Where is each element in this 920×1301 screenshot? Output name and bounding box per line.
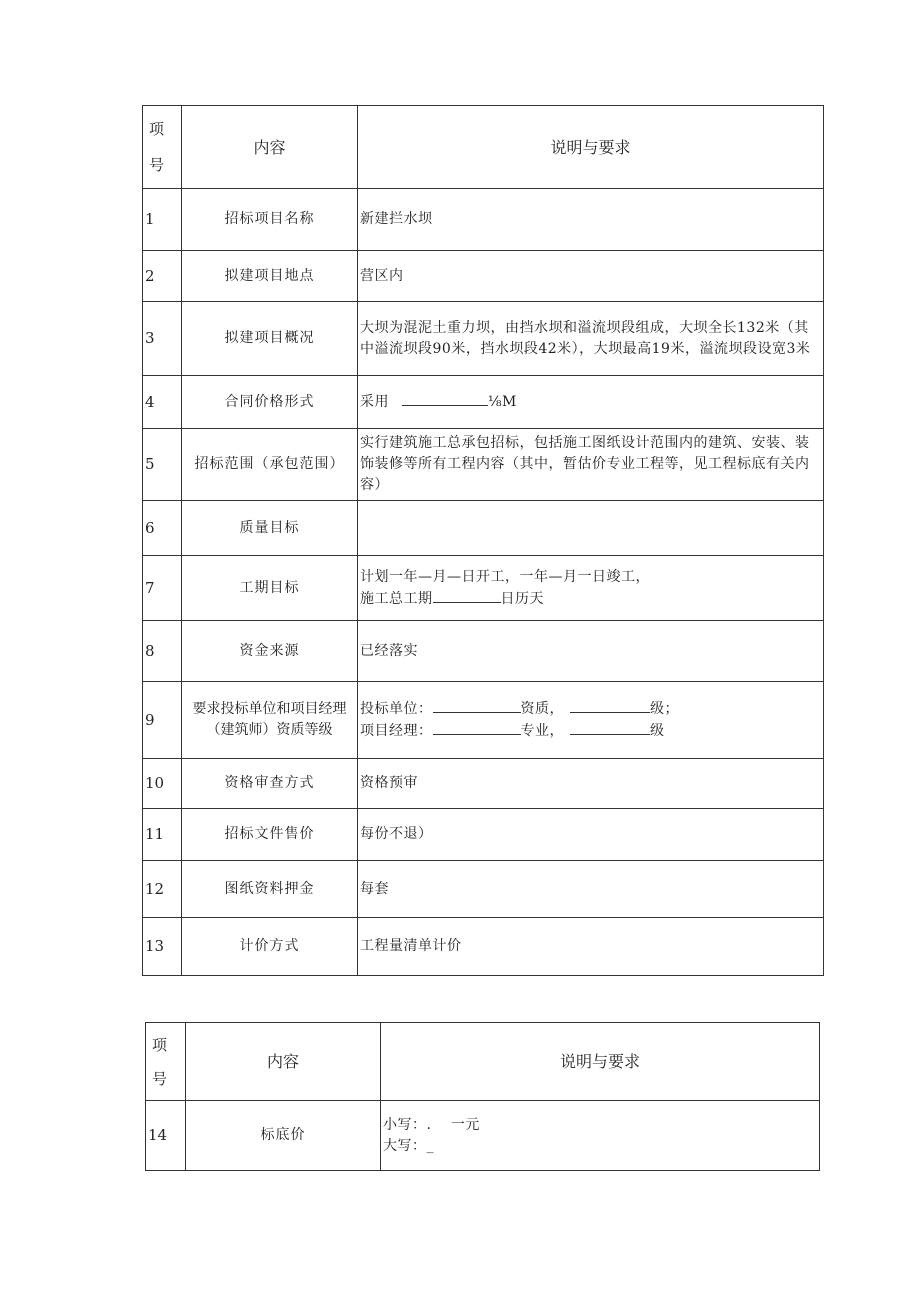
row-desc: 资格预审 [358, 759, 824, 809]
row-content: 质量目标 [182, 501, 358, 556]
header-content: 内容 [182, 106, 358, 189]
row-content: 图纸资料押金 [182, 861, 358, 918]
row-content: 拟建项目概况 [182, 302, 358, 376]
manager-label: 项目经理： [360, 723, 433, 739]
table-row [143, 251, 824, 302]
qualification-line2 [360, 720, 821, 742]
row-desc [381, 1101, 820, 1171]
row-desc: 已经落实 [358, 621, 824, 682]
table-row [146, 1101, 820, 1171]
row-content: 要求投标单位和项目经理（建筑师）资质等级 [182, 682, 358, 759]
row-desc [358, 556, 824, 621]
table-row [143, 918, 824, 976]
row-content: 拟建项目地点 [182, 251, 358, 302]
row-no: 13 [143, 918, 182, 976]
table-row [143, 759, 824, 809]
price-form-prefix: 采用 [360, 394, 389, 410]
row-no: 14 [146, 1101, 186, 1171]
manager-grade-label: 级 [650, 723, 665, 739]
table-row [143, 302, 824, 376]
row-content: 招标文件售价 [182, 809, 358, 861]
row-no: 5 [143, 429, 182, 501]
row-no: 1 [143, 189, 182, 251]
schedule-line2-prefix: 施工总工期 [360, 590, 433, 607]
tender-info-table [142, 105, 824, 976]
row-desc [358, 501, 824, 556]
row-desc: 工程量清单计价 [358, 918, 824, 976]
header-desc: 说明与要求 [381, 1023, 820, 1101]
price-form-blank [402, 391, 488, 406]
table-row [143, 501, 824, 556]
row-no: 2 [143, 251, 182, 302]
schedule-line2-suffix: 日历天 [500, 590, 544, 607]
qualification-line1 [360, 698, 821, 720]
table-row [143, 189, 824, 251]
table-row [143, 621, 824, 682]
header-no-char1: 项 [152, 1035, 168, 1054]
qualification-grade-label: 级； [650, 701, 679, 717]
table-row [143, 861, 824, 918]
row-desc: 新建拦水坝 [358, 189, 824, 251]
row-content: 招标项目名称 [182, 189, 358, 251]
row-content: 工期目标 [182, 556, 358, 621]
row-no: 4 [143, 376, 182, 429]
row-no: 9 [143, 682, 182, 759]
row-desc: 每份不退） [358, 809, 824, 861]
row-no: 3 [143, 302, 182, 376]
row-no: 8 [143, 621, 182, 682]
row-no: 10 [143, 759, 182, 809]
manager-grade-blank [570, 720, 650, 735]
table-header-row [146, 1023, 820, 1101]
header-no [146, 1023, 186, 1101]
row-content: 标底价 [186, 1101, 381, 1171]
qualification-grade-blank [570, 698, 650, 713]
row-no: 6 [143, 501, 182, 556]
header-no-char1: 项 [149, 120, 165, 138]
row-content: 招标范围（承包范围） [182, 429, 358, 501]
row-no: 12 [143, 861, 182, 918]
table-row [143, 429, 824, 501]
table-row [143, 376, 824, 429]
header-no-char2: 号 [149, 156, 165, 174]
qualification-bidder-label: 投标单位： [360, 701, 433, 717]
row-content: 合同价格形式 [182, 376, 358, 429]
tender-price-table [145, 1022, 820, 1171]
header-desc: 说明与要求 [358, 106, 824, 189]
row-desc [358, 376, 824, 429]
row-content: 资格审查方式 [182, 759, 358, 809]
table-header-row [143, 106, 824, 189]
header-no [143, 106, 182, 189]
schedule-days-blank [433, 588, 501, 603]
row-desc: 大坝为混泥土重力坝，由挡水坝和溢流坝段组成，大坝全长132米（其中溢流坝段90米，挡水坝段42米），大坝最高19米，溢流坝段设宽3米 [358, 302, 824, 376]
price-form-suffix: ⅛M [487, 394, 517, 410]
table-row [143, 556, 824, 621]
schedule-line1: 计划一年—月—日开工，一年—月一日竣工， [360, 568, 650, 585]
row-no: 11 [143, 809, 182, 861]
manager-blank [433, 720, 521, 735]
row-desc [358, 682, 824, 759]
row-desc: 营区内 [358, 251, 824, 302]
row-desc: 实行建筑施工总承包招标，包括施工图纸设计范围内的建筑、安装、装饰装修等所有工程内容（其中，暂估价专业工程等，见工程标底有关内容） [358, 429, 824, 501]
table-row [143, 809, 824, 861]
row-content: 资金来源 [182, 621, 358, 682]
header-no-char2: 号 [152, 1069, 168, 1088]
row-no: 7 [143, 556, 182, 621]
price-uppercase: 大写：_ [383, 1137, 434, 1154]
qualification-blank [433, 698, 521, 713]
schedule-line2 [360, 588, 821, 610]
row-desc: 每套 [358, 861, 824, 918]
qualification-label: 资质， [520, 701, 564, 717]
manager-specialty-label: 专业， [520, 723, 564, 739]
row-content: 计价方式 [182, 918, 358, 976]
header-content: 内容 [186, 1023, 381, 1101]
table-row [143, 682, 824, 759]
price-lowercase: 小写：. 一元 [383, 1116, 480, 1133]
